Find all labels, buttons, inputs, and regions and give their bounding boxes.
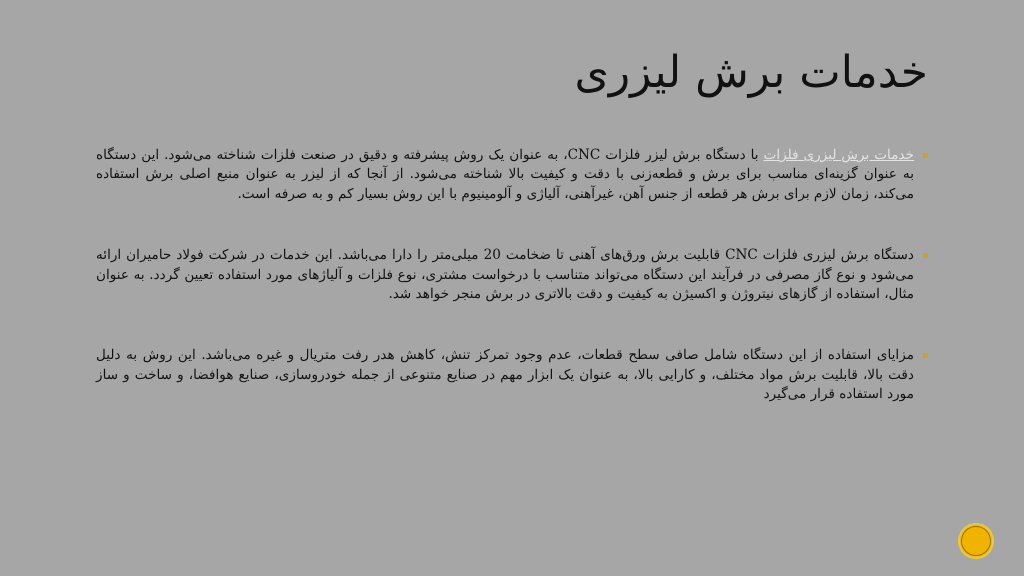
square-bullet-icon [923,253,928,258]
bullet-item-1 [96,146,928,204]
slide-title: خدمات برش لیزری [574,47,928,98]
laser-cutting-services-link[interactable]: خدمات برش لیزری فلزات [763,147,915,163]
bullet-item-2 [96,246,928,304]
bullet-list [96,146,928,405]
bullet-text: با دستگاه برش لیزر فلزات CNC، به عنوان یک روش پیشرفته و دقیق در صنعت فلزات شناخته می‌شود. این دستگاه به عنوان گزینه‌ای مناسب برای برش و قطعه‌زنی با دقت و کیفیت بالا شناخته می‌شود. از آنجا که از لیزر به عنوان منبع اصلی برش استفاده می‌کند، زمان لازم برای برش هر قطعه از جنس آهن، غیرآهنی، آلیاژی و آلومینیوم با این روش بسیار کم و به صرفه است. [96,147,914,202]
square-bullet-icon [923,153,928,158]
slide-number-ring [961,526,991,556]
bullet-item-3 [96,346,928,404]
bullet-text: مزایای استفاده از این دستگاه شامل صافی سطح قطعات، عدم وجود تمرکز تنش، کاهش هدر رفت متریال و غیره می‌باشد. این روش به دلیل دقت بالا، قابلیت برش مواد مختلف، و کارایی بالا، به عنوان یک ابزار مهم در صنایع متنوعی از جمله خودروسازی، صنایع هوافضا، و ساخت و ساز مورد استفاده قرار می‌گیرد [96,347,914,403]
square-bullet-icon [923,353,928,358]
slide-number-badge [958,523,994,559]
bullet-text: دستگاه برش لیزری فلزات CNC قابلیت برش ورق‌های آهنی تا ضخامت 20 میلی‌متر را دارا می‌باشد. این خدمات در شرکت فولاد حامیران ارائه می‌شود و نوع گاز مصرفی در فرآیند این دستگاه می‌تواند متناسب با درخواست مشتری، نوع فلزات و آلیاژهای مورد استفاده تعیین گردد. به عنوان مثال، استفاده از گازهای نیتروژن و اکسیژن به کیفیت و دقت بالاتری در برش منجر خواهد شد. [96,247,914,303]
